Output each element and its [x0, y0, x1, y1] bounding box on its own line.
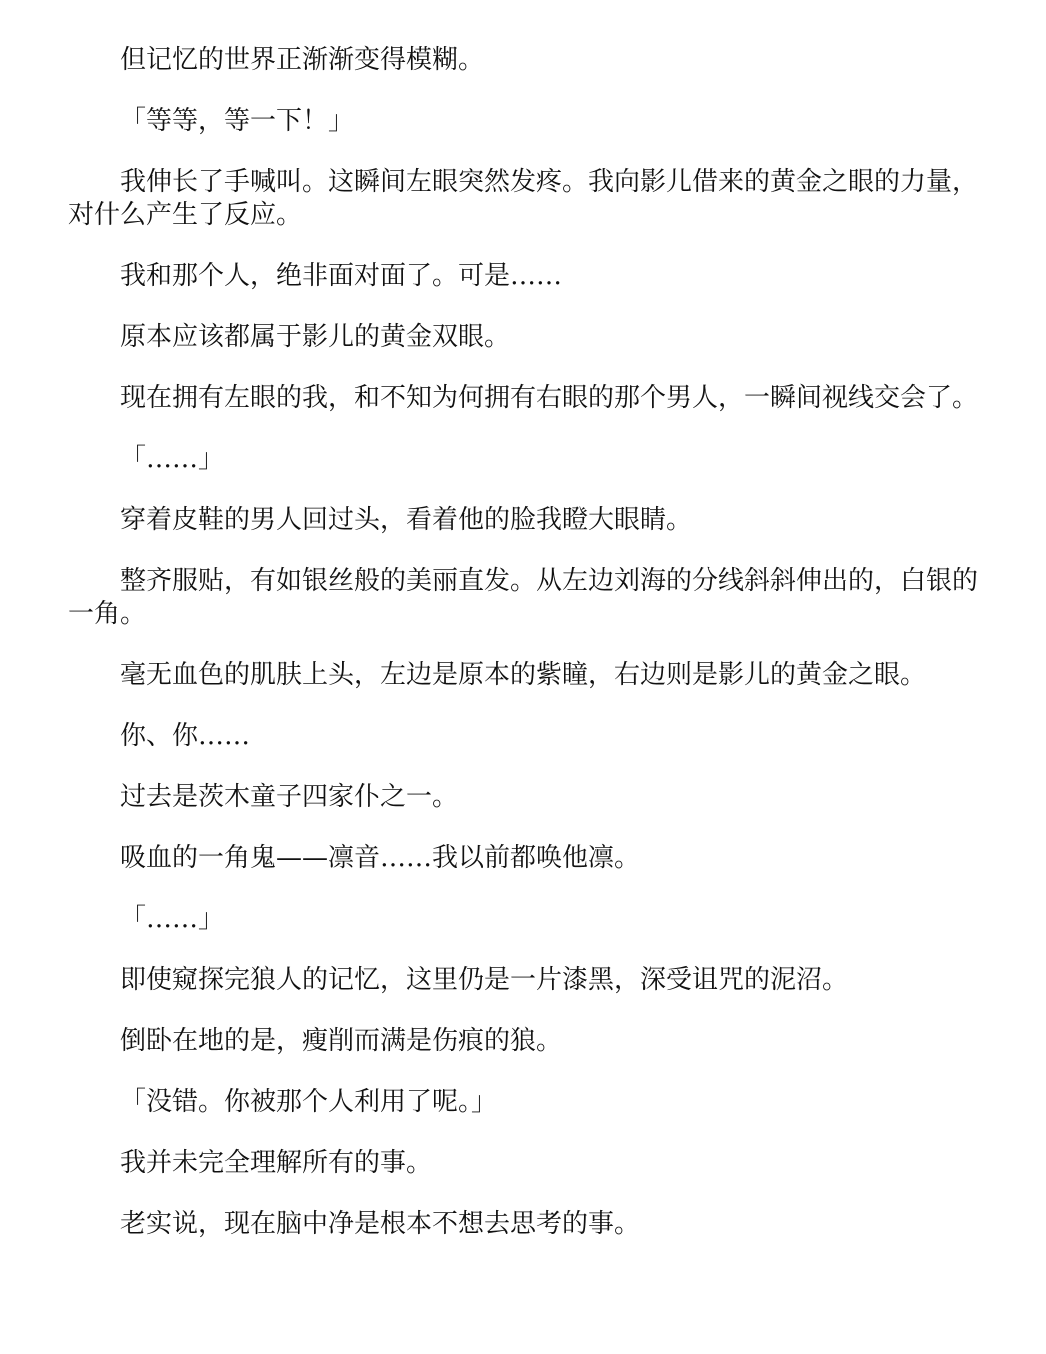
document-page — [68, 0, 978, 1354]
paragraph: 你、你…… — [120, 721, 251, 751]
paragraph: 我伸长了手喊叫。这瞬间左眼突然发疼。我向影儿借来的黄金之眼的力量，对什么产生了反应。 — [68, 167, 979, 230]
paragraph: 吸血的一角鬼——凛音……我以前都唤他凛。 — [120, 843, 641, 873]
paragraph: 倒卧在地的是，瘦削而满是伤痕的狼。 — [120, 1026, 563, 1056]
paragraph: 「……」 — [120, 904, 225, 934]
paragraph: 老实说，现在脑中净是根本不想去思考的事。 — [120, 1209, 641, 1239]
paragraph: 穿着皮鞋的男人回过头，看着他的脸我瞪大眼睛。 — [120, 505, 693, 535]
paragraph: 「等等，等一下！」 — [120, 106, 355, 136]
paragraph: 过去是茨木童子四家仆之一。 — [120, 782, 459, 812]
paragraph: 即使窥探完狼人的记忆，这里仍是一片漆黑，深受诅咒的泥沼。 — [120, 965, 849, 995]
paragraph: 但记忆的世界正渐渐变得模糊。 — [120, 45, 485, 75]
paragraph: 「没错。你被那个人利用了呢。」 — [120, 1087, 498, 1117]
paragraph: 我并未完全理解所有的事。 — [120, 1148, 433, 1178]
paragraph: 整齐服贴，有如银丝般的美丽直发。从左边刘海的分线斜斜伸出的，白银的一角。 — [68, 566, 979, 629]
paragraph: 我和那个人，绝非面对面了。可是…… — [120, 261, 563, 291]
paragraph: 毫无血色的肌肤上头，左边是原本的紫瞳，右边则是影儿的黄金之眼。 — [120, 660, 927, 690]
paragraph: 原本应该都属于影儿的黄金双眼。 — [120, 322, 511, 352]
paragraph: 现在拥有左眼的我，和不知为何拥有右眼的那个男人，一瞬间视线交会了。 — [120, 383, 979, 413]
paragraph: 「……」 — [120, 444, 225, 474]
